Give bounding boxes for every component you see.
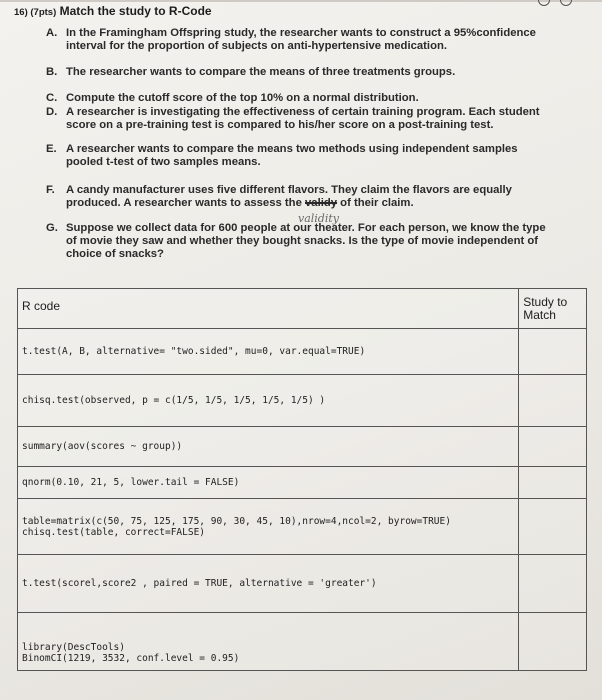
match-answer-cell[interactable] — [519, 427, 587, 467]
table-row — [18, 613, 587, 671]
item-letter: B. — [46, 66, 58, 78]
item-letter: D. — [46, 106, 58, 118]
item-b — [46, 66, 556, 79]
r-code-cell: t.test(A, B, alternative= "two.sided", mu=0, var.equal=TRUE) — [18, 329, 519, 375]
match-answer-cell[interactable] — [519, 499, 587, 555]
item-letter: F. — [46, 184, 55, 196]
table-row — [18, 329, 587, 375]
question-heading — [14, 4, 212, 18]
table-row — [18, 555, 587, 613]
r-code-cell: chisq.test(observed, p = c(1/5, 1/5, 1/5, 1/5, 1/5) ) — [18, 375, 519, 427]
match-answer-cell[interactable] — [519, 613, 587, 671]
r-code-cell: library(DescTools) BinomCI(1219, 3532, conf.level = 0.95) — [18, 613, 519, 671]
r-code-cell: summary(aov(scores ~ group)) — [18, 427, 519, 467]
header-r-code: R code — [18, 289, 519, 329]
item-letter: E. — [46, 143, 57, 155]
item-letter: A. — [46, 27, 58, 39]
question-title: Match the study to R-Code — [59, 4, 212, 18]
item-letter: C. — [46, 92, 58, 104]
item-text: A researcher wants to compare the means two methods using independent samples pooled t-test of two samples means. — [66, 143, 518, 168]
item-text-part: A candy manufacturer uses five different flavors. They claim the flavors are equally produced. A researcher wants to assess the — [66, 184, 512, 209]
item-text-part: of their claim. — [337, 197, 414, 209]
item-letter: G. — [46, 222, 58, 234]
r-code-cell: table=matrix(c(50, 75, 125, 175, 90, 30, 45, 10),nrow=4,ncol=2, byrow=TRUE) chisq.test(table, correct=FALSE) — [18, 499, 519, 555]
item-a — [46, 27, 556, 53]
match-answer-cell[interactable] — [519, 555, 587, 613]
r-code-cell: t.test(scorel,score2 , paired = TRUE, alternative = 'greater') — [18, 555, 519, 613]
item-d — [46, 106, 556, 132]
table-row — [18, 499, 587, 555]
table-row — [18, 375, 587, 427]
top-border — [0, 0, 602, 2]
circle-mark-icon — [560, 0, 572, 6]
item-f — [46, 184, 556, 210]
table-row — [18, 467, 587, 499]
item-c — [46, 92, 556, 105]
table-header-row — [18, 289, 587, 329]
r-code-cell: qnorm(0.10, 21, 5, lower.tail = FALSE) — [18, 467, 519, 499]
match-answer-cell[interactable] — [519, 467, 587, 499]
item-text: In the Framingham Offspring study, the researcher wants to construct a 95%confidence interval for the proportion of subjects on anti-hypertensive medication. — [66, 27, 536, 52]
question-number: 16) (7pts) — [14, 7, 57, 18]
header-study-to-match: Study to Match — [519, 289, 587, 329]
item-text: The researcher wants to compare the means of three treatments groups. — [66, 66, 456, 78]
item-text: Compute the cutoff score of the top 10% on a normal distribution. — [66, 92, 419, 104]
circle-mark-icon — [538, 0, 550, 6]
item-text — [66, 184, 556, 210]
match-answer-cell[interactable] — [519, 375, 587, 427]
item-text: A researcher is investigating the effectiveness of certain training program. Each student score on a pre-training test is compared to his/her score on a post-training test. — [66, 106, 540, 131]
item-text: Suppose we collect data for 600 people at our theater. For each person, we know the type of movie they saw and whether they bought snacks. Is the type of movie independent of choice of snacks? — [66, 222, 546, 260]
item-g — [46, 222, 556, 261]
matching-table — [17, 288, 587, 671]
struck-word: validy — [305, 197, 338, 209]
table-row — [18, 427, 587, 467]
match-answer-cell[interactable] — [519, 329, 587, 375]
item-e — [46, 143, 556, 169]
handwritten-correction: validity — [298, 212, 340, 225]
